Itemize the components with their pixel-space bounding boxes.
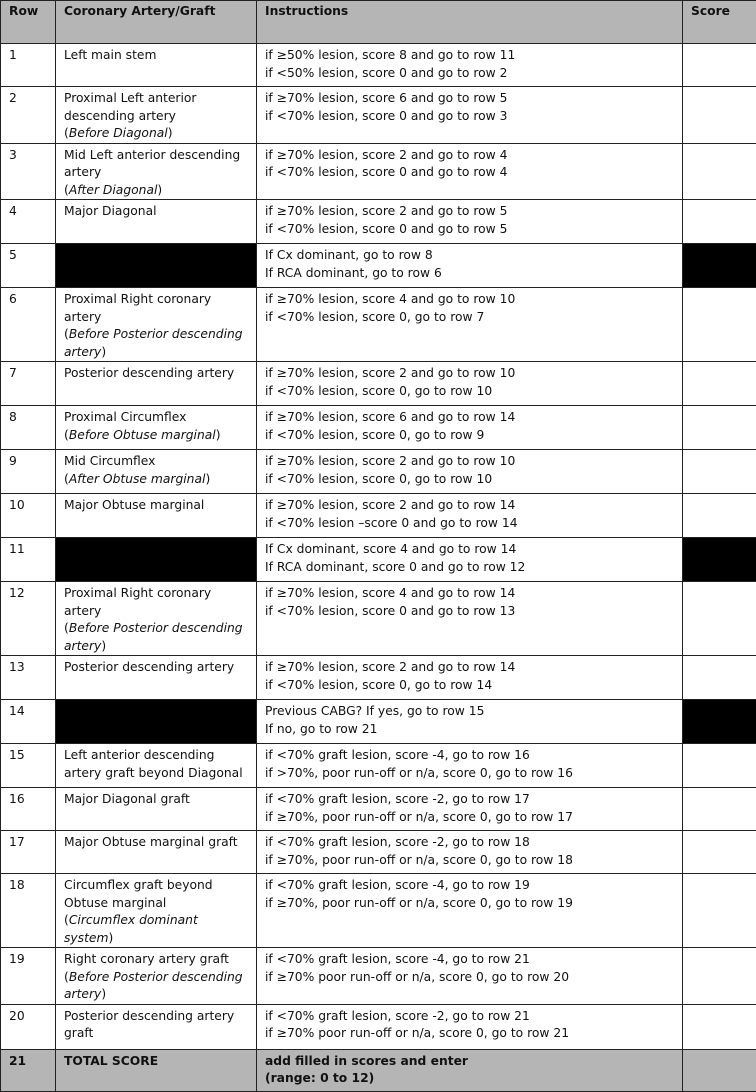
artery-cell (56, 44, 257, 87)
artery-cell: Right coronary artery graft (Before Posterior descending artery) (56, 948, 257, 1005)
artery-qualifier: After Obtuse marginal (69, 472, 206, 486)
artery-cell: Mid Left anterior descending artery (After Diagonal) (56, 143, 257, 200)
row-number-cell: 20 (1, 1004, 56, 1049)
row-number-cell: 15 (1, 744, 56, 788)
instruction-line: if <70% lesion, score 0, go to row 9 (265, 427, 676, 445)
instructions-cell (257, 700, 683, 744)
artery-cell: Circumflex graft beyond Obtuse marginal (Circumflex dominant system) (56, 874, 257, 948)
instruction-line: if <70% graft lesion, score -4, go to row 21 (265, 951, 676, 969)
table-row (1, 200, 756, 244)
table-row (1, 700, 756, 744)
redacted-artery-cell (56, 244, 257, 288)
artery-name: Proximal Left anterior descending artery (64, 91, 196, 123)
row-number-cell: 13 (1, 656, 56, 700)
artery-qualifier: Before Posterior descending artery (64, 327, 243, 359)
row-number-cell: 11 (1, 538, 56, 582)
instruction-line: if ≥70% lesion, score 2 and go to row 10 (265, 453, 676, 471)
total-instruction-line: (range: 0 to 12) (265, 1070, 676, 1088)
artery-name: Major Diagonal (64, 204, 157, 218)
instruction-line: if <70% graft lesion, score -2, go to row 17 (265, 791, 676, 809)
redacted-score-cell (683, 538, 756, 582)
instruction-line: if <50% lesion, score 0 and go to row 2 (265, 65, 676, 83)
instruction-line: If no, go to row 21 (265, 721, 676, 739)
total-row-number: 21 (1, 1049, 56, 1091)
instruction-line: if <70% lesion, score 0, go to row 7 (265, 309, 676, 327)
artery-cell: Proximal Right coronary artery (Before Posterior descending artery) (56, 582, 257, 656)
artery-cell: Proximal Left anterior descending artery (Before Diagonal) (56, 87, 257, 144)
artery-name: Proximal Right coronary artery (64, 292, 211, 324)
row-number-cell: 5 (1, 244, 56, 288)
row-number-cell: 19 (1, 948, 56, 1005)
instruction-line: if ≥70% lesion, score 6 and go to row 5 (265, 90, 676, 108)
instruction-line: if <70% graft lesion, score -4, go to row 16 (265, 747, 676, 765)
score-cell[interactable] (683, 656, 756, 700)
row-number-cell: 18 (1, 874, 56, 948)
row-number-cell: 2 (1, 87, 56, 144)
artery-cell (56, 831, 257, 874)
instructions-cell (257, 288, 683, 362)
artery-cell: Proximal Right coronary artery (Before Posterior descending artery) (56, 288, 257, 362)
instruction-line: if ≥70% lesion, score 2 and go to row 14 (265, 497, 676, 515)
row-number-cell: 10 (1, 494, 56, 538)
instruction-line: if <70% lesion, score 0, go to row 10 (265, 383, 676, 401)
artery-qualifier: Before Posterior descending artery (64, 621, 243, 653)
redacted-score-cell (683, 244, 756, 288)
score-cell[interactable] (683, 200, 756, 244)
instruction-line: Previous CABG? If yes, go to row 15 (265, 703, 676, 721)
instructions-cell (257, 244, 683, 288)
artery-cell (56, 788, 257, 831)
instruction-line: if ≥50% lesion, score 8 and go to row 11 (265, 47, 676, 65)
artery-cell (56, 362, 257, 406)
table-row (1, 87, 756, 144)
artery-qualifier: Before Obtuse marginal (69, 428, 216, 442)
artery-qualifier: Before Diagonal (69, 126, 168, 140)
row-number-cell: 7 (1, 362, 56, 406)
header-row (1, 1, 756, 44)
table-row (1, 831, 756, 874)
table-row (1, 1004, 756, 1049)
score-cell[interactable] (683, 948, 756, 1005)
artery-name: Left anterior descending artery graft beyond Diagonal (64, 748, 243, 780)
row-number-cell: 3 (1, 143, 56, 200)
table-row (1, 406, 756, 450)
score-cell[interactable] (683, 288, 756, 362)
row-number-cell: 17 (1, 831, 56, 874)
artery-name: Circumflex graft beyond Obtuse marginal (64, 878, 213, 910)
instructions-cell (257, 582, 683, 656)
instruction-line: if <70% lesion, score 0 and go to row 4 (265, 164, 676, 182)
row-number-cell: 14 (1, 700, 56, 744)
score-cell[interactable] (683, 874, 756, 948)
table-row (1, 656, 756, 700)
instruction-line: if <70% graft lesion, score -4, go to row 19 (265, 877, 676, 895)
table-row (1, 538, 756, 582)
artery-name: Left main stem (64, 48, 156, 62)
instructions-cell (257, 538, 683, 582)
table-row (1, 874, 756, 948)
score-cell[interactable] (683, 494, 756, 538)
instruction-line: if <70% graft lesion, score -2, go to row 18 (265, 834, 676, 852)
table-row (1, 788, 756, 831)
score-cell[interactable] (683, 788, 756, 831)
header-row-number: Row (1, 1, 56, 44)
instructions-cell (257, 831, 683, 874)
instructions-cell (257, 406, 683, 450)
row-number-cell: 1 (1, 44, 56, 87)
table-row (1, 582, 756, 656)
artery-name: Posterior descending artery graft (64, 1009, 234, 1041)
instruction-line: if ≥70% lesion, score 2 and go to row 5 (265, 203, 676, 221)
instruction-line: if ≥70% lesion, score 2 and go to row 14 (265, 659, 676, 677)
instructions-cell (257, 948, 683, 1005)
row-number-cell: 6 (1, 288, 56, 362)
artery-name: Mid Circumflex (64, 454, 155, 468)
artery-cell (56, 1004, 257, 1049)
header-score: Score (683, 1, 756, 44)
instructions-cell (257, 44, 683, 87)
score-cell[interactable] (683, 44, 756, 87)
header-instructions: Instructions (257, 1, 683, 44)
artery-name: Proximal Circumflex (64, 410, 186, 424)
instruction-line: if ≥70%, poor run-off or n/a, score 0, go to row 17 (265, 809, 676, 827)
instructions-cell (257, 744, 683, 788)
table-row (1, 362, 756, 406)
score-cell[interactable] (683, 87, 756, 144)
table-row (1, 494, 756, 538)
table-row (1, 288, 756, 362)
artery-cell (56, 200, 257, 244)
artery-name: Major Obtuse marginal graft (64, 835, 238, 849)
score-cell[interactable] (683, 406, 756, 450)
total-instructions (257, 1049, 683, 1091)
score-cell[interactable] (683, 450, 756, 494)
instruction-line: if <70% lesion, score 0 and go to row 3 (265, 108, 676, 126)
instruction-line: if >70%, poor run-off or n/a, score 0, go to row 16 (265, 765, 676, 783)
redacted-artery-cell (56, 538, 257, 582)
table-row (1, 744, 756, 788)
instruction-line: if <70% lesion, score 0 and go to row 5 (265, 221, 676, 239)
table-body (1, 44, 756, 1092)
artery-name: Right coronary artery graft (64, 952, 229, 966)
total-score-cell[interactable] (683, 1049, 756, 1091)
instruction-line: if <70% graft lesion, score -2, go to row 21 (265, 1008, 676, 1026)
artery-cell (56, 494, 257, 538)
table-row (1, 44, 756, 87)
redacted-score-cell (683, 700, 756, 744)
instruction-line: if <70% lesion, score 0, go to row 14 (265, 677, 676, 695)
artery-name: Major Obtuse marginal (64, 498, 204, 512)
score-cell[interactable] (683, 831, 756, 874)
instruction-line: if ≥70% lesion, score 4 and go to row 10 (265, 291, 676, 309)
instructions-cell (257, 450, 683, 494)
artery-qualifier: Circumflex dominant system (64, 913, 198, 945)
artery-cell: Mid Circumflex (After Obtuse marginal) (56, 450, 257, 494)
artery-name: Proximal Right coronary artery (64, 586, 211, 618)
instructions-cell (257, 143, 683, 200)
instructions-cell (257, 1004, 683, 1049)
artery-name: Major Diagonal graft (64, 792, 190, 806)
instructions-cell (257, 874, 683, 948)
table-row (1, 143, 756, 200)
instruction-line: if <70% lesion, score 0 and go to row 13 (265, 603, 676, 621)
row-number-cell: 16 (1, 788, 56, 831)
instructions-cell (257, 200, 683, 244)
instruction-line: if ≥70% lesion, score 2 and go to row 4 (265, 147, 676, 165)
instructions-cell (257, 362, 683, 406)
artery-qualifier: After Diagonal (69, 183, 158, 197)
artery-cell: Proximal Circumflex (Before Obtuse marginal) (56, 406, 257, 450)
row-number-cell: 9 (1, 450, 56, 494)
instructions-cell (257, 656, 683, 700)
total-label: TOTAL SCORE (56, 1049, 257, 1091)
instruction-line: If Cx dominant, go to row 8 (265, 247, 676, 265)
table-row (1, 450, 756, 494)
instructions-cell (257, 87, 683, 144)
instructions-cell (257, 788, 683, 831)
instruction-line: if <70% lesion, score 0, go to row 10 (265, 471, 676, 489)
instruction-line: if ≥70%, poor run-off or n/a, score 0, go to row 18 (265, 852, 676, 870)
artery-cell (56, 744, 257, 788)
total-instruction-line: add filled in scores and enter (265, 1053, 676, 1071)
score-cell[interactable] (683, 362, 756, 406)
instruction-line: if ≥70% lesion, score 2 and go to row 10 (265, 365, 676, 383)
redacted-artery-cell (56, 700, 257, 744)
table-row (1, 948, 756, 1005)
row-number-cell: 4 (1, 200, 56, 244)
artery-name: Posterior descending artery (64, 660, 234, 674)
instruction-line: if <70% lesion –score 0 and go to row 14 (265, 515, 676, 533)
artery-cell (56, 656, 257, 700)
row-number-cell: 8 (1, 406, 56, 450)
table-row (1, 244, 756, 288)
score-cell[interactable] (683, 1004, 756, 1049)
score-cell[interactable] (683, 143, 756, 200)
header-artery: Coronary Artery/Graft (56, 1, 257, 44)
instruction-line: if ≥70%, poor run-off or n/a, score 0, go to row 19 (265, 895, 676, 913)
instruction-line: If RCA dominant, score 0 and go to row 12 (265, 559, 676, 577)
score-cell[interactable] (683, 744, 756, 788)
artery-name: Mid Left anterior descending artery (64, 148, 240, 180)
instructions-cell (257, 494, 683, 538)
instruction-line: If RCA dominant, go to row 6 (265, 265, 676, 283)
artery-name: Posterior descending artery (64, 366, 234, 380)
total-row (1, 1049, 756, 1091)
instruction-line: if ≥70% lesion, score 6 and go to row 14 (265, 409, 676, 427)
instruction-line: if ≥70% poor run-off or n/a, score 0, go to row 21 (265, 1025, 676, 1043)
score-cell[interactable] (683, 582, 756, 656)
instruction-line: if ≥70% lesion, score 4 and go to row 14 (265, 585, 676, 603)
artery-qualifier: Before Posterior descending artery (64, 970, 243, 1002)
row-number-cell: 12 (1, 582, 56, 656)
instruction-line: If Cx dominant, score 4 and go to row 14 (265, 541, 676, 559)
instruction-line: if ≥70% poor run-off or n/a, score 0, go to row 20 (265, 969, 676, 987)
